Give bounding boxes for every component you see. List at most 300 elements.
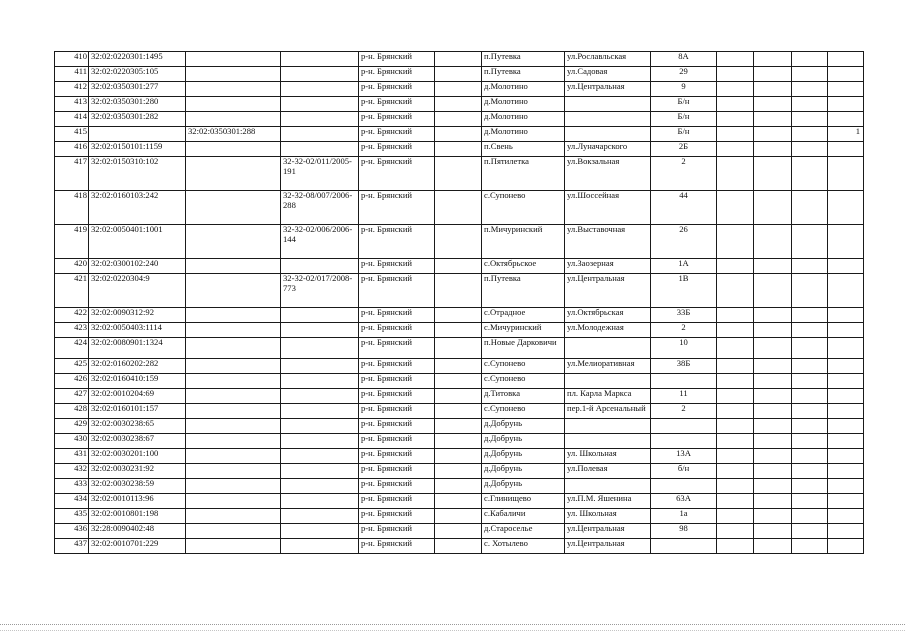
extra-value-cell: [828, 157, 864, 191]
registration-number-cell: [281, 479, 359, 494]
settlement-cell: д.Титовка: [482, 389, 565, 404]
house-number-cell: 1А: [651, 259, 717, 274]
cadastral-number-cell: 32:02:0010113:96: [89, 494, 186, 509]
extra-value-cell: [828, 323, 864, 338]
table-row: [55, 191, 864, 225]
settlement-cell: с.Мичуринский: [482, 323, 565, 338]
house-number-cell: [651, 434, 717, 449]
table-row: [55, 374, 864, 389]
extra-value-cell: [828, 259, 864, 274]
alt-cadastral-number-cell: [186, 97, 281, 112]
registration-number-cell: [281, 449, 359, 464]
registration-number-cell: [281, 374, 359, 389]
settlement-cell: с. Хотылево: [482, 539, 565, 554]
blank-cell: [754, 464, 792, 479]
row-number-cell: 419: [55, 225, 89, 259]
blank-cell: [717, 323, 754, 338]
extra-value-cell: [828, 52, 864, 67]
blank-cell: [754, 419, 792, 434]
registration-number-cell: [281, 539, 359, 554]
row-number-cell: 429: [55, 419, 89, 434]
street-cell: ул.Рославльская: [565, 52, 651, 67]
registration-number-cell: [281, 127, 359, 142]
registration-number-cell: [281, 509, 359, 524]
cadastral-number-cell: 32:02:0080901:1324: [89, 338, 186, 359]
house-number-cell: 1В: [651, 274, 717, 308]
blank-cell: [792, 259, 828, 274]
table-row: [55, 67, 864, 82]
street-cell: [565, 112, 651, 127]
row-number-cell: 415: [55, 127, 89, 142]
blank-cell: [717, 112, 754, 127]
blank-cell: [754, 127, 792, 142]
blank-cell: [435, 191, 482, 225]
extra-value-cell: [828, 524, 864, 539]
row-number-cell: 423: [55, 323, 89, 338]
district-cell: р-н. Брянский: [359, 524, 435, 539]
row-number-cell: 422: [55, 308, 89, 323]
alt-cadastral-number-cell: [186, 449, 281, 464]
alt-cadastral-number-cell: [186, 374, 281, 389]
registration-number-cell: 32-32-02/017/2008-773: [281, 274, 359, 308]
extra-value-cell: [828, 479, 864, 494]
house-number-cell: 26: [651, 225, 717, 259]
alt-cadastral-number-cell: [186, 434, 281, 449]
blank-cell: [792, 338, 828, 359]
cadastral-number-cell: 32:02:0050403:1114: [89, 323, 186, 338]
alt-cadastral-number-cell: [186, 479, 281, 494]
registration-number-cell: [281, 338, 359, 359]
blank-cell: [717, 97, 754, 112]
blank-cell: [435, 449, 482, 464]
alt-cadastral-number-cell: [186, 389, 281, 404]
street-cell: ул. Школьная: [565, 509, 651, 524]
blank-cell: [792, 97, 828, 112]
house-number-cell: [651, 539, 717, 554]
blank-cell: [435, 509, 482, 524]
registration-number-cell: [281, 434, 359, 449]
blank-cell: [435, 97, 482, 112]
blank-cell: [717, 308, 754, 323]
blank-cell: [792, 142, 828, 157]
cadastral-number-cell: 32:02:0050401:1001: [89, 225, 186, 259]
blank-cell: [717, 67, 754, 82]
extra-value-cell: [828, 464, 864, 479]
extra-value-cell: [828, 509, 864, 524]
district-cell: р-н. Брянский: [359, 142, 435, 157]
extra-value-cell: [828, 404, 864, 419]
street-cell: [565, 374, 651, 389]
scan-artifact-line: [0, 630, 905, 631]
blank-cell: [754, 323, 792, 338]
settlement-cell: с.Октябрьское: [482, 259, 565, 274]
registration-number-cell: [281, 97, 359, 112]
registry-table: [54, 51, 864, 554]
registration-number-cell: [281, 524, 359, 539]
cadastral-number-cell: 32:02:0350301:282: [89, 112, 186, 127]
street-cell: ул.Луначарского: [565, 142, 651, 157]
row-number-cell: 428: [55, 404, 89, 419]
row-number-cell: 417: [55, 157, 89, 191]
blank-cell: [792, 308, 828, 323]
registration-number-cell: [281, 323, 359, 338]
blank-cell: [792, 449, 828, 464]
house-number-cell: 11: [651, 389, 717, 404]
district-cell: р-н. Брянский: [359, 67, 435, 82]
blank-cell: [435, 389, 482, 404]
settlement-cell: д.Староселье: [482, 524, 565, 539]
alt-cadastral-number-cell: [186, 157, 281, 191]
district-cell: р-н. Брянский: [359, 191, 435, 225]
settlement-cell: д.Добрунь: [482, 464, 565, 479]
table-row: [55, 434, 864, 449]
table-row: [55, 112, 864, 127]
blank-cell: [717, 524, 754, 539]
district-cell: р-н. Брянский: [359, 539, 435, 554]
blank-cell: [792, 323, 828, 338]
row-number-cell: 416: [55, 142, 89, 157]
blank-cell: [717, 479, 754, 494]
row-number-cell: 418: [55, 191, 89, 225]
blank-cell: [754, 338, 792, 359]
registration-number-cell: [281, 112, 359, 127]
row-number-cell: 411: [55, 67, 89, 82]
settlement-cell: п.Пятилетка: [482, 157, 565, 191]
blank-cell: [754, 308, 792, 323]
district-cell: р-н. Брянский: [359, 274, 435, 308]
settlement-cell: д.Добрунь: [482, 419, 565, 434]
house-number-cell: 10: [651, 338, 717, 359]
cadastral-number-cell: 32:02:0160202:282: [89, 359, 186, 374]
settlement-cell: д.Молотино: [482, 97, 565, 112]
cadastral-number-cell: [89, 127, 186, 142]
table-row: [55, 323, 864, 338]
cadastral-number-cell: 32:02:0350301:280: [89, 97, 186, 112]
house-number-cell: [651, 419, 717, 434]
blank-cell: [717, 52, 754, 67]
settlement-cell: п.Путевка: [482, 67, 565, 82]
cadastral-number-cell: 32:02:0160410:159: [89, 374, 186, 389]
blank-cell: [435, 259, 482, 274]
settlement-cell: п.Мичуринский: [482, 225, 565, 259]
registration-number-cell: [281, 52, 359, 67]
blank-cell: [754, 112, 792, 127]
house-number-cell: 1а: [651, 509, 717, 524]
row-number-cell: 410: [55, 52, 89, 67]
table-row: [55, 274, 864, 308]
extra-value-cell: [828, 494, 864, 509]
street-cell: ул.Молодежная: [565, 323, 651, 338]
district-cell: р-н. Брянский: [359, 157, 435, 191]
house-number-cell: 2: [651, 404, 717, 419]
blank-cell: [717, 259, 754, 274]
registration-number-cell: [281, 67, 359, 82]
district-cell: р-н. Брянский: [359, 127, 435, 142]
table-row: [55, 157, 864, 191]
blank-cell: [754, 52, 792, 67]
blank-cell: [792, 404, 828, 419]
blank-cell: [792, 374, 828, 389]
table-row: [55, 259, 864, 274]
blank-cell: [717, 464, 754, 479]
cadastral-number-cell: 32:02:0030238:65: [89, 419, 186, 434]
settlement-cell: с.Отрадное: [482, 308, 565, 323]
settlement-cell: п.Путевка: [482, 274, 565, 308]
settlement-cell: д.Молотино: [482, 82, 565, 97]
district-cell: р-н. Брянский: [359, 464, 435, 479]
alt-cadastral-number-cell: [186, 419, 281, 434]
district-cell: р-н. Брянский: [359, 97, 435, 112]
blank-cell: [435, 323, 482, 338]
table-row: [55, 142, 864, 157]
extra-value-cell: [828, 419, 864, 434]
street-cell: [565, 127, 651, 142]
blank-cell: [717, 338, 754, 359]
cadastral-number-cell: 32:02:0220304:9: [89, 274, 186, 308]
blank-cell: [754, 82, 792, 97]
blank-cell: [792, 464, 828, 479]
district-cell: р-н. Брянский: [359, 419, 435, 434]
blank-cell: [717, 389, 754, 404]
blank-cell: [435, 274, 482, 308]
blank-cell: [792, 524, 828, 539]
street-cell: [565, 479, 651, 494]
registration-number-cell: [281, 308, 359, 323]
settlement-cell: с.Супонево: [482, 359, 565, 374]
registration-number-cell: [281, 464, 359, 479]
table-row: [55, 404, 864, 419]
street-cell: [565, 434, 651, 449]
house-number-cell: Б/н: [651, 112, 717, 127]
alt-cadastral-number-cell: [186, 539, 281, 554]
extra-value-cell: [828, 82, 864, 97]
district-cell: р-н. Брянский: [359, 374, 435, 389]
row-number-cell: 427: [55, 389, 89, 404]
blank-cell: [754, 259, 792, 274]
registration-number-cell: [281, 404, 359, 419]
street-cell: ул.Вокзальная: [565, 157, 651, 191]
cadastral-number-cell: 32:02:0010204:69: [89, 389, 186, 404]
district-cell: р-н. Брянский: [359, 308, 435, 323]
blank-cell: [792, 225, 828, 259]
blank-cell: [792, 52, 828, 67]
blank-cell: [717, 374, 754, 389]
alt-cadastral-number-cell: [186, 274, 281, 308]
alt-cadastral-number-cell: [186, 359, 281, 374]
district-cell: р-н. Брянский: [359, 494, 435, 509]
table-row: [55, 539, 864, 554]
blank-cell: [717, 274, 754, 308]
alt-cadastral-number-cell: [186, 308, 281, 323]
cadastral-number-cell: 32:02:0030238:59: [89, 479, 186, 494]
cadastral-number-cell: 32:28:0090402:48: [89, 524, 186, 539]
row-number-cell: 437: [55, 539, 89, 554]
house-number-cell: [651, 479, 717, 494]
cadastral-number-cell: 32:02:0010701:229: [89, 539, 186, 554]
blank-cell: [754, 449, 792, 464]
alt-cadastral-number-cell: [186, 509, 281, 524]
blank-cell: [792, 494, 828, 509]
house-number-cell: 98: [651, 524, 717, 539]
blank-cell: [792, 67, 828, 82]
blank-cell: [754, 359, 792, 374]
table-row: [55, 419, 864, 434]
extra-value-cell: [828, 539, 864, 554]
extra-value-cell: [828, 191, 864, 225]
street-cell: ул.Центральная: [565, 524, 651, 539]
alt-cadastral-number-cell: [186, 67, 281, 82]
table-row: [55, 82, 864, 97]
blank-cell: [754, 494, 792, 509]
district-cell: р-н. Брянский: [359, 82, 435, 97]
settlement-cell: д.Добрунь: [482, 479, 565, 494]
alt-cadastral-number-cell: [186, 52, 281, 67]
street-cell: ул.Центральная: [565, 82, 651, 97]
table-row: [55, 52, 864, 67]
blank-cell: [435, 52, 482, 67]
street-cell: пл. Карла Маркса: [565, 389, 651, 404]
cadastral-number-cell: 32:02:0030231:92: [89, 464, 186, 479]
registration-number-cell: [281, 359, 359, 374]
cadastral-number-cell: 32:02:0220305:105: [89, 67, 186, 82]
district-cell: р-н. Брянский: [359, 112, 435, 127]
district-cell: р-н. Брянский: [359, 509, 435, 524]
street-cell: пер.1-й Арсенальный: [565, 404, 651, 419]
blank-cell: [717, 225, 754, 259]
street-cell: ул.Заозерная: [565, 259, 651, 274]
blank-cell: [754, 389, 792, 404]
extra-value-cell: [828, 389, 864, 404]
district-cell: р-н. Брянский: [359, 449, 435, 464]
house-number-cell: 8А: [651, 52, 717, 67]
blank-cell: [435, 479, 482, 494]
blank-cell: [717, 127, 754, 142]
house-number-cell: Б/н: [651, 97, 717, 112]
row-number-cell: 434: [55, 494, 89, 509]
blank-cell: [435, 419, 482, 434]
alt-cadastral-number-cell: [186, 404, 281, 419]
blank-cell: [754, 434, 792, 449]
street-cell: [565, 97, 651, 112]
blank-cell: [792, 389, 828, 404]
street-cell: ул.Мелиоративная: [565, 359, 651, 374]
blank-cell: [717, 142, 754, 157]
cadastral-number-cell: 32:02:0160101:157: [89, 404, 186, 419]
blank-cell: [792, 157, 828, 191]
district-cell: р-н. Брянский: [359, 338, 435, 359]
extra-value-cell: [828, 97, 864, 112]
table-row: [55, 97, 864, 112]
settlement-cell: с.Супонево: [482, 191, 565, 225]
alt-cadastral-number-cell: [186, 524, 281, 539]
district-cell: р-н. Брянский: [359, 225, 435, 259]
extra-value-cell: [828, 112, 864, 127]
blank-cell: [754, 479, 792, 494]
alt-cadastral-number-cell: [186, 82, 281, 97]
blank-cell: [435, 539, 482, 554]
alt-cadastral-number-cell: [186, 225, 281, 259]
row-number-cell: 435: [55, 509, 89, 524]
extra-value-cell: [828, 142, 864, 157]
table-row: [55, 524, 864, 539]
blank-cell: [435, 464, 482, 479]
house-number-cell: 33Б: [651, 308, 717, 323]
registry-rows: [55, 52, 864, 554]
alt-cadastral-number-cell: [186, 338, 281, 359]
blank-cell: [435, 225, 482, 259]
blank-cell: [754, 374, 792, 389]
house-number-cell: 44: [651, 191, 717, 225]
blank-cell: [792, 479, 828, 494]
table-row: [55, 127, 864, 142]
district-cell: р-н. Брянский: [359, 479, 435, 494]
blank-cell: [435, 82, 482, 97]
cadastral-number-cell: 32:02:0010801:198: [89, 509, 186, 524]
blank-cell: [435, 434, 482, 449]
row-number-cell: 421: [55, 274, 89, 308]
blank-cell: [717, 509, 754, 524]
table-row: [55, 479, 864, 494]
registration-number-cell: [281, 259, 359, 274]
blank-cell: [792, 419, 828, 434]
blank-cell: [792, 539, 828, 554]
blank-cell: [792, 191, 828, 225]
registration-number-cell: 32-32-02/011/2005-191: [281, 157, 359, 191]
extra-value-cell: [828, 274, 864, 308]
blank-cell: [754, 274, 792, 308]
blank-cell: [792, 509, 828, 524]
row-number-cell: 431: [55, 449, 89, 464]
settlement-cell: п.Путевка: [482, 52, 565, 67]
extra-value-cell: [828, 374, 864, 389]
cadastral-number-cell: 32:02:0300102:240: [89, 259, 186, 274]
blank-cell: [792, 127, 828, 142]
registration-number-cell: [281, 142, 359, 157]
settlement-cell: п.Свень: [482, 142, 565, 157]
house-number-cell: 9: [651, 82, 717, 97]
street-cell: [565, 419, 651, 434]
row-number-cell: 426: [55, 374, 89, 389]
street-cell: ул.Шоссейная: [565, 191, 651, 225]
blank-cell: [754, 524, 792, 539]
blank-cell: [754, 225, 792, 259]
district-cell: р-н. Брянский: [359, 259, 435, 274]
blank-cell: [717, 359, 754, 374]
table-row: [55, 225, 864, 259]
blank-cell: [435, 374, 482, 389]
cadastral-number-cell: 32:02:0150310:102: [89, 157, 186, 191]
blank-cell: [754, 404, 792, 419]
settlement-cell: д.Молотино: [482, 112, 565, 127]
blank-cell: [717, 494, 754, 509]
extra-value-cell: [828, 338, 864, 359]
registration-number-cell: [281, 82, 359, 97]
house-number-cell: 2: [651, 323, 717, 338]
blank-cell: [717, 191, 754, 225]
street-cell: ул. Школьная: [565, 449, 651, 464]
table-row: [55, 494, 864, 509]
street-cell: ул.Полевая: [565, 464, 651, 479]
settlement-cell: с.Кабаличи: [482, 509, 565, 524]
extra-value-cell: [828, 225, 864, 259]
blank-cell: [754, 97, 792, 112]
alt-cadastral-number-cell: [186, 259, 281, 274]
blank-cell: [435, 308, 482, 323]
extra-value-cell: [828, 67, 864, 82]
row-number-cell: 413: [55, 97, 89, 112]
house-number-cell: 2Б: [651, 142, 717, 157]
blank-cell: [435, 524, 482, 539]
